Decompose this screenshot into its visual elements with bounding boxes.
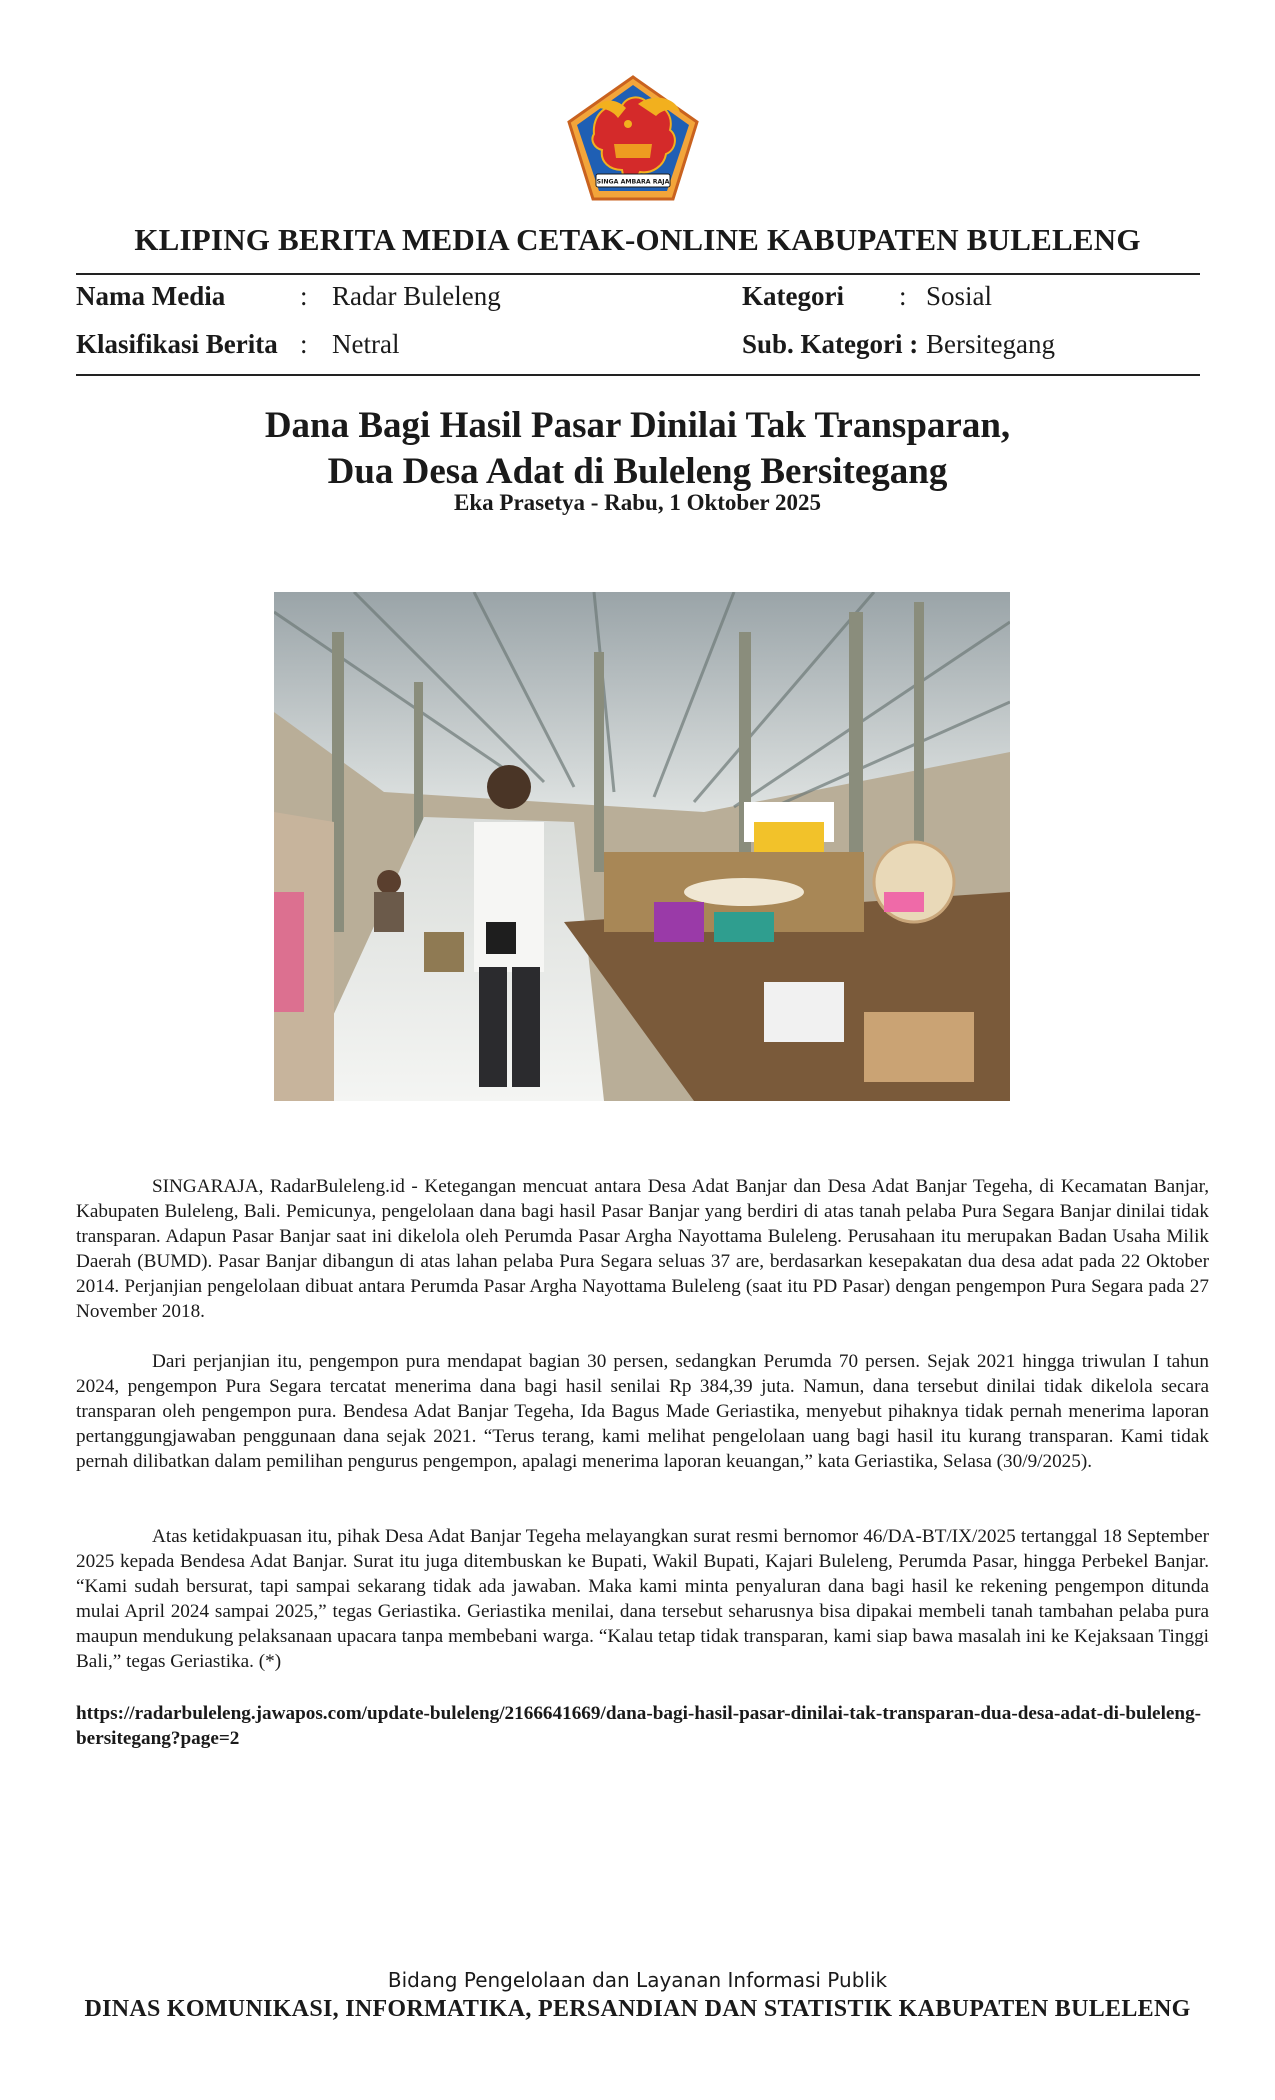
clipping-header-title: KLIPING BERITA MEDIA CETAK-ONLINE KABUPATEN BULELENG	[134, 222, 1141, 257]
classification-value: Netral	[332, 329, 400, 359]
article-paragraph-3: Atas ketidakpuasan itu, pihak Desa Adat Banjar Tegeha melayangkan surat resmi bernomor 46/DA-BT/IX/2025 tertanggal 18 September 2025 kepada Bendesa Adat Banjar. Surat itu juga ditembuskan ke Bupati, Wakil Bupati, Kajari Buleleng, Perumda Pasar, hingga Perbekel Banjar. “Kami sudah bersurat, tapi sampai sekarang tidak ada jawaban. Maka kami minta penyaluran dana bagi hasil ke rekening pengempon ditunda mulai April 2024 sampai 2025,” tegas Geriastika. Geriastika menilai, dana tersebut seharusnya bisa dipakai membeli tanah tambahan pelaba pura maupun mendukung pelaksanaan upacara tanpa membebani warga. “Kalau tetap tidak transparan, kami siap bawa masalah ini ke Kejaksaan Tinggi Bali,” tegas Geriastika. (*)	[76, 1526, 1209, 1672]
header-divider-bottom	[76, 374, 1200, 376]
category-colon: :	[899, 281, 907, 311]
classification-colon: :	[300, 329, 308, 359]
article-headline-line2: Dua Desa Adat di Buleleng Bersitegang	[327, 451, 948, 492]
article-byline: Eka Prasetya - Rabu, 1 Oktober 2025	[454, 490, 821, 515]
article-headline-line1: Dana Bagi Hasil Pasar Dinilai Tak Transparan,	[264, 405, 1011, 446]
market-photo	[274, 592, 1010, 1101]
category-label: Kategori	[742, 281, 844, 311]
category-value: Sosial	[926, 281, 993, 311]
media-name-label: Nama Media	[76, 281, 226, 311]
media-name-value: Radar Buleleng	[332, 281, 501, 311]
media-name-colon: :	[300, 281, 308, 311]
sub-category-label: Sub. Kategori :	[742, 329, 919, 359]
classification-label: Klasifikasi Berita	[76, 329, 278, 359]
article-paragraph-1: SINGARAJA, RadarBuleleng.id - Ketegangan mencuat antara Desa Adat Banjar dan Desa Adat Banjar Tegeha, di Kecamatan Banjar, Kabupaten Buleleng, Bali. Pemicunya, pengelolaan dana bagi hasil Pasar Banjar yang berdiri di atas tanah pelaba Pura Segara Banjar dinilai tidak transparan. Adapun Pasar Banjar saat ini dikelola oleh Perumda Pasar Argha Nayottama Buleleng. Perusahaan itu merupakan Badan Usaha Milik Daerah (BUMD). Pasar Banjar dibangun di atas lahan pelaba Pura Segara seluas 37 are, berdasarkan kesepakatan dua desa adat pada 22 Oktober 2014. Perjanjian pengelolaan dibuat antara Perumda Pasar Argha Nayottama Buleleng (saat itu PD Pasar) dengan pengempon Pura Segara pada 27 November 2018.	[76, 1176, 1209, 1322]
logo-motto: SINGA AMBARA RAJA	[596, 178, 670, 186]
singa-ambara-raja-logo	[566, 74, 700, 202]
footer-division: Bidang Pengelolaan dan Layanan Informasi Publik	[387, 1968, 888, 1992]
article-paragraph-2: Dari perjanjian itu, pengempon pura mendapat bagian 30 persen, sedangkan Perumda 70 persen. Sejak 2021 hingga triwulan I tahun 2024, pengempon Pura Segara tercatat menerima dana bagi hasil senilai Rp 384,39 juta. Namun, dana tersebut dinilai tidak dikelola secara transparan oleh pengempon pura. Bendesa Adat Banjar Tegeha, Ida Bagus Made Geriastika, menyebut pihaknya tidak pernah menerima laporan pertanggungjawaban penggunaan dana sejak 2021. “Terus terang, kami melihat pengelolaan uang bagi hasil itu kurang transparan. Kami tidak pernah dilibatkan dalam pemilihan pengurus pengempon, apalagi menerima laporan keuangan,” kata Geriastika, Selasa (30/9/2025).	[76, 1351, 1209, 1472]
sub-category-value: Bersitegang	[926, 329, 1055, 359]
footer-agency: DINAS KOMUNIKASI, INFORMATIKA, PERSANDIAN DAN STATISTIK KABUPATEN BULELENG	[84, 1996, 1191, 2022]
source-url-link[interactable]: https://radarbuleleng.jawapos.com/update-buleleng/2166641669/dana-bagi-hasil-pasar-dinilai-tak-transparan-dua-desa-adat-di-buleleng-bersitegang?page=2	[76, 1703, 1202, 1749]
header-divider-top	[76, 273, 1200, 275]
